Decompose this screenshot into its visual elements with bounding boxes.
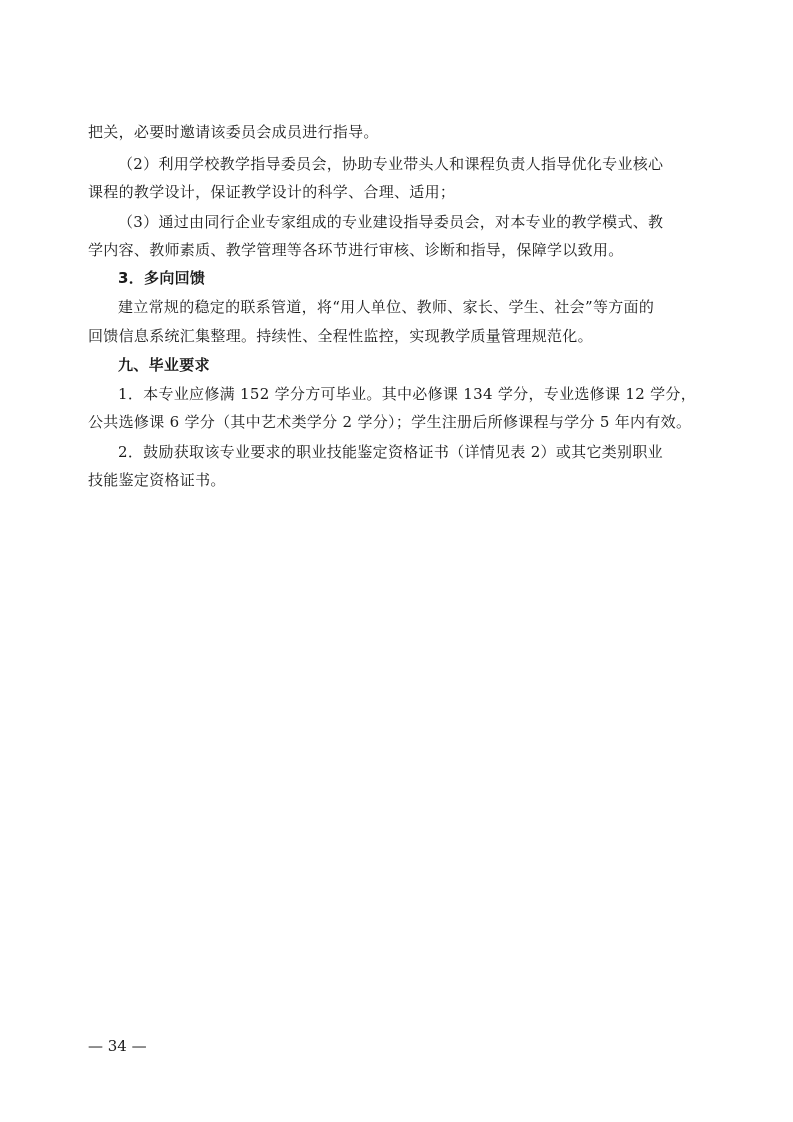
paragraph-line: 学内容、教师素质、教学管理等各环节进行审核、诊断和指导，保障学以致用。 [88,241,624,259]
paragraph-line: 1．本专业应修满 152 学分方可毕业。其中必修课 134 学分，专业选修课 12 学分， [118,385,697,403]
paragraph-line: 把关，必要时邀请该委员会成员进行指导。 [88,123,379,141]
paragraph-line: 课程的教学设计，保证教学设计的科学、合理、适用； [88,183,456,201]
paragraph-line: （2）利用学校教学指导委员会，协助专业带头人和课程负责人指导优化专业核心 [118,155,664,173]
paragraph-line: 技能鉴定资格证书。 [88,471,226,489]
paragraph-line: 回馈信息系统汇集整理。持续性、全程性监控，实现教学质量管理规范化。 [88,327,593,345]
paragraph-line: 建立常规的稳定的联系管道，将“用人单位、教师、家长、学生、社会”等方面的 [118,298,655,316]
section-heading: 3．多向回馈 [118,269,206,287]
page-number: — 34 — [88,1037,147,1055]
paragraph-line: 公共选修课 6 学分（其中艺术类学分 2 学分）；学生注册后所修课程与学分 5 年内有效。 [88,413,692,431]
paragraph-line: （3）通过由同行企业专家组成的专业建设指导委员会，对本专业的教学模式、教 [118,213,664,231]
paragraph-line: 2．鼓励获取该专业要求的职业技能鉴定资格证书（详情见表 2）或其它类别职业 [118,443,663,461]
section-heading: 九、毕业要求 [118,356,210,374]
